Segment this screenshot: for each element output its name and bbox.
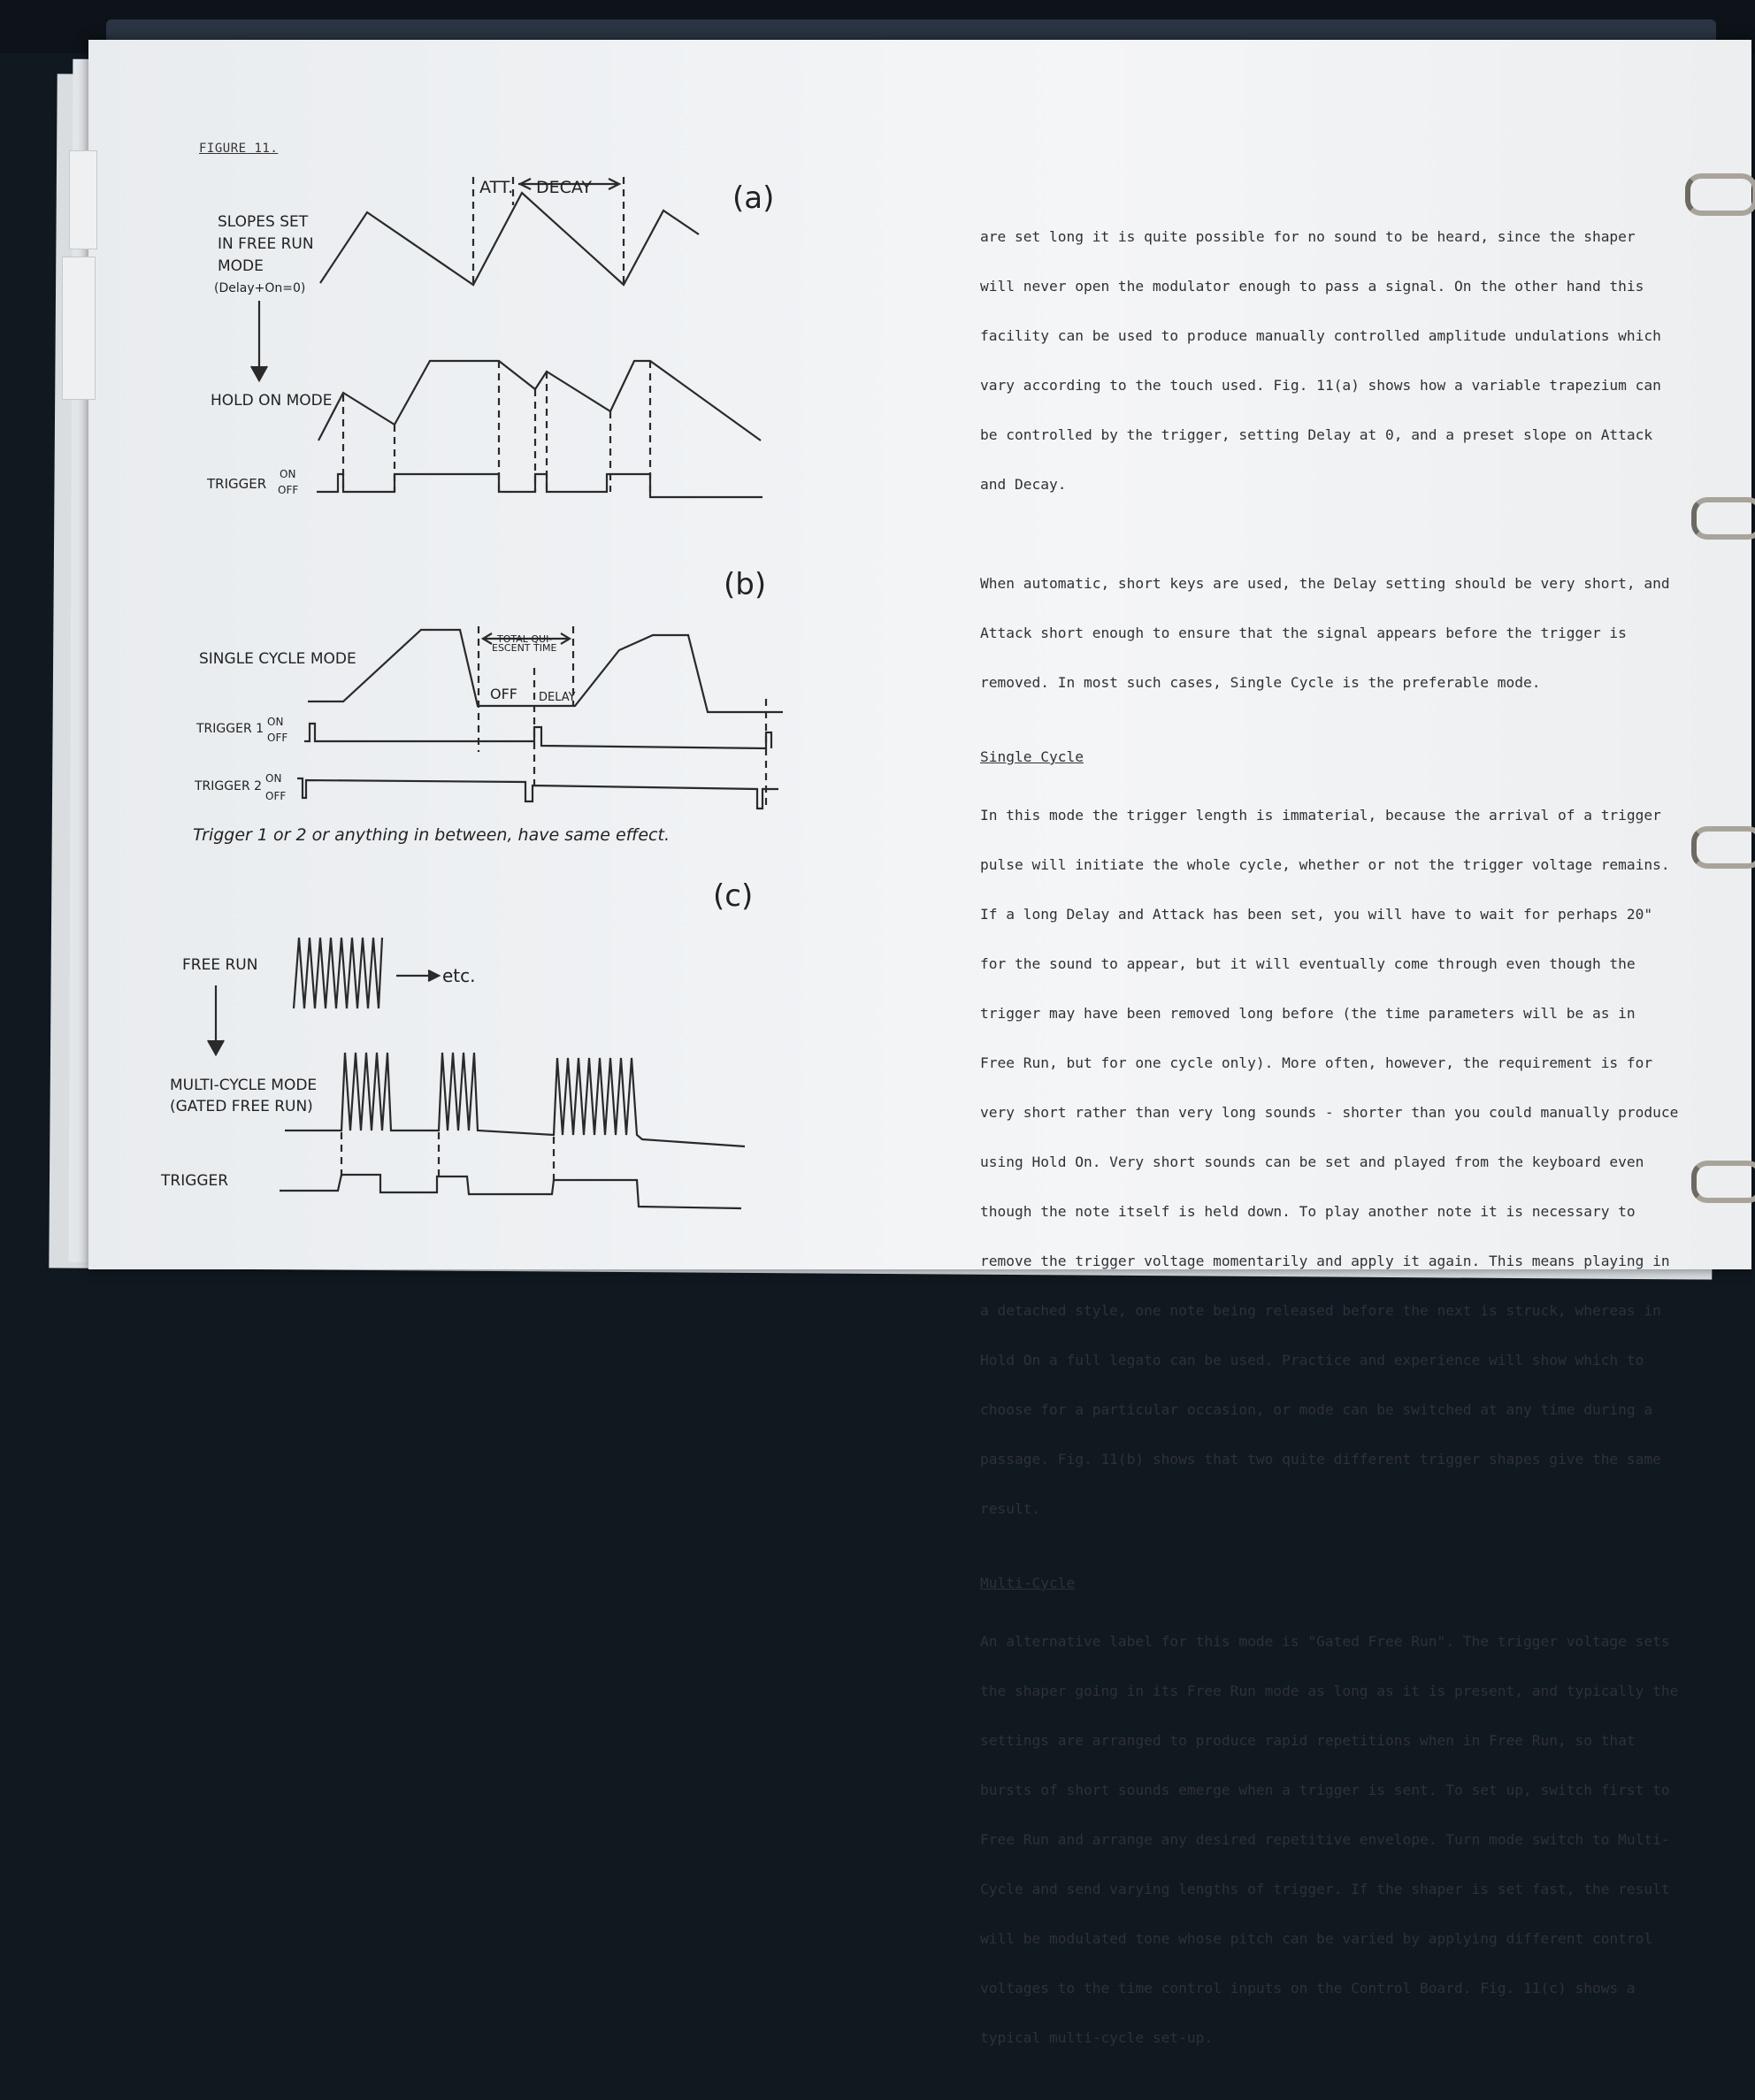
trigger-2-waveform: [297, 778, 778, 809]
off-label: OFF: [265, 790, 287, 802]
text-line: typical multi-cycle set-up.: [980, 2029, 1214, 2046]
panel-b-tag: (b): [724, 567, 767, 602]
text-line: When automatic, short keys are used, the Delay setting should be very short, and: [980, 575, 1670, 592]
multi-cycle-waveform: [285, 1053, 745, 1146]
paragraph-2: [980, 547, 1679, 720]
text-line: trigger may have been removed long before (the time parameters will be as in: [980, 1005, 1636, 1022]
text-line: An alternative label for this mode is "Gated Free Run". The trigger voltage sets: [980, 1633, 1670, 1650]
trigger-a-waveform: [317, 474, 763, 497]
off-label: OFF: [267, 732, 288, 744]
text-line: result.: [980, 1500, 1041, 1517]
text-line: are set long it is quite possible for no sound to be heard, since the shaper: [980, 228, 1636, 245]
total-time-label: ESCENT TIME: [492, 642, 557, 654]
text-line: using Hold On. Very short sounds can be set and played from the keyboard even: [980, 1153, 1644, 1170]
etc-label: etc.: [442, 965, 476, 986]
text-line: Attack short enough to ensure that the signal appears before the trigger is: [980, 625, 1627, 641]
free-run-waveform: [320, 193, 699, 285]
text-line: the shaper going in its Free Run mode as long as it is present, and typically the: [980, 1682, 1679, 1699]
multi-cycle-label: MULTI-CYCLE MODE: [170, 1077, 318, 1094]
text-column: [980, 200, 1679, 2100]
b-delay-label: DELAY: [539, 691, 576, 704]
text-line: Hold On a full legato can be used. Practice and experience will show which to: [980, 1352, 1644, 1368]
on-label: ON: [280, 468, 296, 480]
text-line: passage. Fig. 11(b) shows that two quite different trigger shapes give the same: [980, 1451, 1661, 1468]
text-line: settings are arranged to produce rapid repetitions when in Free Run, so that: [980, 1732, 1636, 1749]
trigger-1-waveform: [304, 724, 771, 748]
slopes-label-line: MODE: [218, 257, 264, 275]
trigger-2-label: TRIGGER 2: [195, 779, 263, 793]
slopes-label-line: SLOPES SET: [218, 213, 309, 231]
trigger-c-waveform: [280, 1175, 741, 1208]
text-line: Cycle and send varying lengths of trigger. If the shaper is set fast, the result: [980, 1881, 1670, 1897]
text-line: remove the trigger voltage momentarily and apply it again. This means playing in: [980, 1253, 1670, 1269]
text-line: a detached style, one note being released before the next is struck, whereas in: [980, 1302, 1661, 1319]
figure-label: FIGURE 11.: [199, 142, 279, 156]
text-line: If a long Delay and Attack has been set, you will have to wait for perhaps 20": [980, 906, 1653, 923]
decay-label: DECAY: [536, 178, 593, 197]
text-line: facility can be used to produce manually controlled amplitude undulations which: [980, 327, 1661, 344]
att-label: ATT.: [479, 178, 514, 197]
text-line: will be modulated tone whose pitch can be varied by applying different control: [980, 1930, 1653, 1947]
paragraph-4: [980, 1605, 1679, 2075]
text-line: Free Run, but for one cycle only). More often, however, the requirement is for: [980, 1054, 1653, 1071]
total-time-label: TOTAL QUI-: [497, 633, 553, 645]
single-cycle-label: SINGLE CYCLE MODE: [199, 650, 356, 668]
text-line: bursts of short sounds emerge when a trigger is sent. To set up, switch first to: [980, 1782, 1670, 1798]
text-line: for the sound to appear, but it will eventually come through even though the: [980, 955, 1636, 972]
text-line: vary according to the touch used. Fig. 11(a) shows how a variable trapezium can: [980, 377, 1661, 394]
heading-multi-cycle: Multi-Cycle: [980, 1575, 1076, 1591]
text-line: choose for a particular occasion, or mode can be switched at any time during a: [980, 1401, 1653, 1418]
text-line: be controlled by the trigger, setting Delay at 0, and a preset slope on Attack: [980, 426, 1653, 443]
free-run-label: FREE RUN: [182, 956, 258, 974]
text-line: In this mode the trigger length is immaterial, because the arrival of a trigger: [980, 807, 1661, 824]
trigger-label: TRIGGER: [207, 476, 267, 492]
on-label: ON: [265, 772, 282, 785]
trigger-c-label: TRIGGER: [161, 1172, 229, 1190]
free-run-burst: [294, 938, 382, 1008]
slopes-label-line: IN FREE RUN: [218, 235, 314, 253]
text-line: Free Run and arrange any desired repetitive envelope. Turn mode switch to Multi-: [980, 1831, 1670, 1848]
multi-cycle-label: (GATED FREE RUN): [170, 1098, 313, 1115]
off-label: OFF: [278, 484, 299, 496]
on-label: ON: [267, 716, 284, 728]
hold-on-label: HOLD ON MODE: [211, 392, 333, 410]
text-line: voltages to the time control inputs on the Control Board. Fig. 11(c) shows a: [980, 1980, 1636, 1997]
trigger-note: Trigger 1 or 2 or anything in between, have same effect.: [193, 825, 670, 845]
hold-on-envelope: [318, 361, 761, 441]
text-line: pulse will initiate the whole cycle, whether or not the trigger voltage remains.: [980, 856, 1670, 873]
text-line: will never open the modulator enough to pass a signal. On the other hand this: [980, 278, 1644, 295]
b-off-label: OFF: [490, 686, 517, 702]
paragraph-3: [980, 778, 1679, 1546]
trigger-1-label: TRIGGER 1: [196, 722, 264, 736]
text-line: removed. In most such cases, Single Cycle is the preferable mode.: [980, 674, 1541, 691]
heading-single-cycle: Single Cycle: [980, 748, 1084, 765]
slopes-label-line: (Delay+On=0): [214, 281, 306, 295]
paragraph-1: [980, 200, 1679, 522]
text-line: though the note itself is held down. To play another note it is necessary to: [980, 1203, 1636, 1220]
text-line: and Decay.: [980, 476, 1067, 493]
panel-c-tag: (c): [713, 878, 754, 914]
panel-a-tag: (a): [732, 180, 775, 216]
text-line: very short rather than very long sounds - shorter than you could manually produce: [980, 1104, 1679, 1121]
